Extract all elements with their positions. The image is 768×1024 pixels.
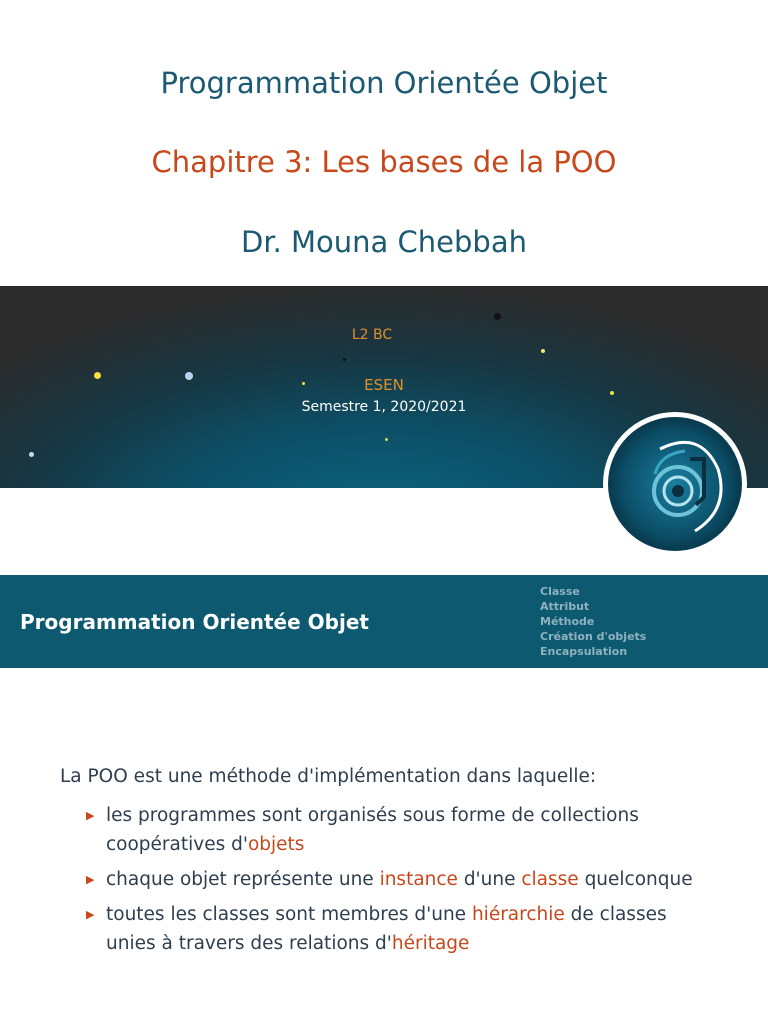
star-decoration (541, 349, 545, 353)
bullet-text: les programmes sont organisés sous forme de collections (106, 805, 639, 826)
bullet-text: toutes les classes sont membres d'une (106, 904, 472, 925)
bullet-text: unies à travers des relations d' (106, 933, 392, 954)
course-level: L2 BC (351, 327, 393, 343)
bullet-item (86, 865, 726, 894)
bullet-item (86, 801, 726, 859)
highlight-term: hiérarchie (471, 904, 565, 925)
author-name: Dr. Mouna Chebbah (241, 225, 527, 259)
highlight-term: objets (247, 834, 305, 855)
bullet-text: de classes (564, 904, 667, 925)
star-decoration (494, 313, 501, 320)
bullet-item (86, 900, 726, 958)
highlight-term: héritage (391, 933, 470, 954)
toc-item-encapsulation[interactable]: Encapsulation (540, 645, 628, 658)
bullet-text: quelconque (578, 869, 693, 890)
bullet-text: d'une (457, 869, 522, 890)
star-decoration (385, 438, 388, 441)
bullet-text: chaque objet représente une (106, 869, 380, 890)
bullet-triangle-icon: ▶ (86, 908, 95, 921)
star-decoration (343, 358, 346, 361)
planet-logo-icon (600, 409, 750, 559)
intro-text: La POO est une méthode d'implémentation dans laquelle: (60, 766, 597, 787)
bullet-triangle-icon: ▶ (86, 809, 95, 822)
highlight-term: classe (521, 869, 579, 890)
bullet-triangle-icon: ▶ (86, 873, 95, 886)
toc-item-attribut[interactable]: Attribut (540, 600, 590, 613)
toc-item-classe[interactable]: Classe (540, 585, 580, 598)
bullet-text: coopératives d' (106, 834, 248, 855)
institute-name: ESEN (364, 376, 404, 394)
toc-item-methode[interactable]: Méthode (540, 615, 595, 628)
bullet-list (86, 801, 726, 964)
highlight-term: instance (379, 869, 458, 890)
presentation-title: Programmation Orientée Objet (160, 66, 608, 100)
frame-title: Programmation Orientée Objet (20, 610, 369, 634)
frame-header (0, 575, 768, 668)
star-decoration (29, 452, 34, 457)
toc-item-creation-objets[interactable]: Création d'objets (540, 630, 647, 643)
chapter-subtitle: Chapitre 3: Les bases de la POO (151, 145, 617, 179)
section-navigation (540, 584, 646, 659)
semester-date: Semestre 1, 2020/2021 (301, 399, 467, 415)
